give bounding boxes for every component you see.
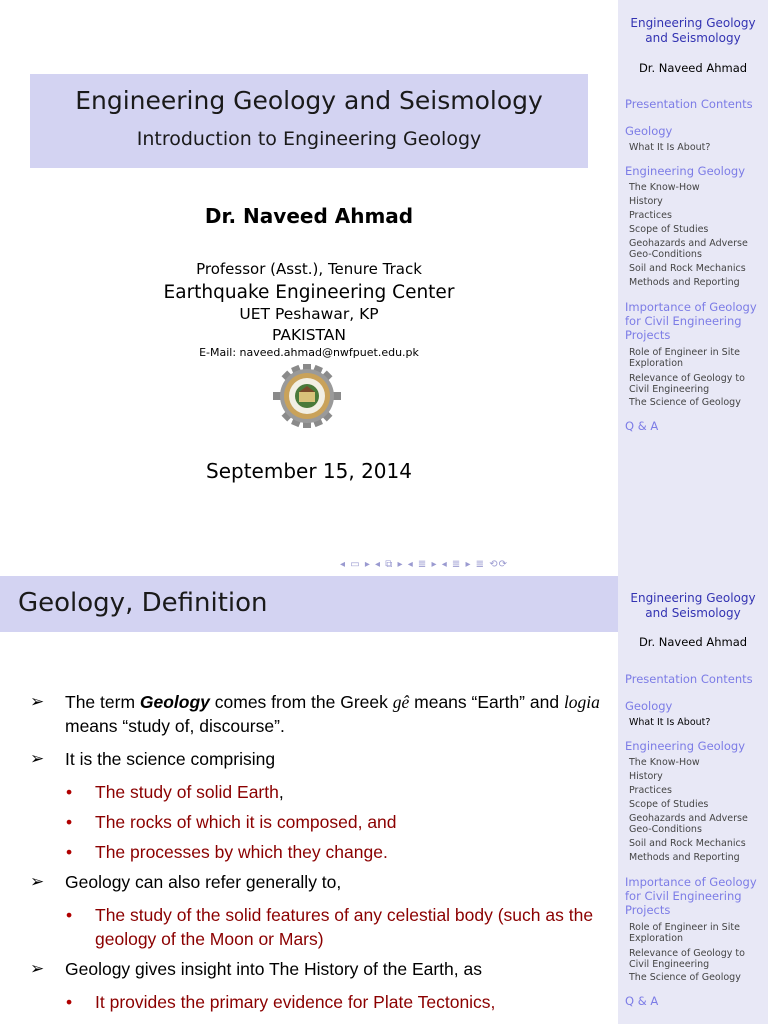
sidebar: [618, 576, 768, 1024]
author-email: E-Mail: naveed.ahmad@nwfpuet.edu.pk: [199, 346, 419, 359]
sub-bullet-item: • The study of the solid features of any celestial body (such as the geology of the Moon or Mars): [30, 903, 615, 951]
sidebar-item[interactable]: Geohazards and Adverse Geo-Conditions: [629, 813, 748, 835]
country-name: PAKISTAN: [272, 326, 346, 344]
sidebar-item[interactable]: History: [629, 196, 663, 207]
sidebar-item[interactable]: Practices: [629, 785, 672, 796]
sidebar-item[interactable]: The Science of Geology: [629, 397, 741, 408]
sidebar-item[interactable]: Relevance of Geology to Civil Engineering: [629, 373, 745, 395]
sidebar-section-engineering-geology[interactable]: Engineering Geology: [625, 739, 746, 753]
sidebar-item[interactable]: Methods and Reporting: [629, 852, 740, 863]
sidebar-item[interactable]: The Science of Geology: [629, 972, 741, 983]
sidebar-item[interactable]: The Know-How: [629, 182, 700, 193]
sub-bullet-item: • The processes by which they change.: [30, 840, 615, 864]
sidebar-author: Dr. Naveed Ahmad: [638, 635, 748, 649]
presentation-subtitle: Introduction to Engineering Geology: [136, 128, 482, 150]
sidebar-contents-link[interactable]: Presentation Contents: [625, 672, 753, 686]
sidebar-item[interactable]: Methods and Reporting: [629, 277, 740, 288]
presentation-date: September 15, 2014: [206, 459, 412, 483]
sidebar-section-importance[interactable]: Importance of Geology for Civil Engineering Projects: [625, 300, 757, 342]
sidebar-item[interactable]: Scope of Studies: [629, 224, 709, 235]
bullet-item: ➢ The term Geology comes from the Greek gê means “Earth” and logia means “study of, discourse”.: [30, 690, 615, 738]
sidebar-item[interactable]: Practices: [629, 210, 672, 221]
sidebar-section-importance[interactable]: Importance of Geology for Civil Engineering Projects: [625, 875, 757, 917]
sub-bullet-item: • The rocks of which it is composed, and: [30, 810, 615, 834]
presentation-title: Engineering Geology and Seismology: [75, 86, 543, 115]
sub-bullet-item: • The study of solid Earth,: [30, 780, 615, 804]
sidebar-item[interactable]: History: [629, 771, 663, 782]
bullet-item: ➢ It is the science comprising: [30, 747, 615, 771]
sidebar-contents-link[interactable]: Presentation Contents: [625, 97, 753, 111]
bullet-item: ➢ Geology gives insight into The History of the Earth, as: [30, 957, 615, 981]
sidebar-item[interactable]: Relevance of Geology to Civil Engineering: [629, 948, 745, 970]
institute-name: Earthquake Engineering Center: [163, 282, 455, 303]
sidebar-section-geology[interactable]: Geology: [625, 124, 673, 138]
sidebar-author: Dr. Naveed Ahmad: [638, 61, 748, 75]
sidebar-section-qa[interactable]: Q & A: [625, 994, 659, 1008]
sidebar-item[interactable]: Scope of Studies: [629, 799, 709, 810]
sidebar: [618, 0, 768, 576]
slide-title-bar: [0, 576, 618, 632]
sidebar-section-engineering-geology[interactable]: Engineering Geology: [625, 164, 746, 178]
slide-title: Geology, Definition: [18, 588, 268, 618]
term-geology: Geology: [139, 692, 210, 712]
title-box: [30, 74, 588, 168]
sidebar-item[interactable]: The Know-How: [629, 757, 700, 768]
sidebar-item[interactable]: Soil and Rock Mechanics: [629, 263, 746, 274]
sidebar-item[interactable]: Geohazards and Adverse Geo-Conditions: [629, 238, 748, 260]
university-name: UET Peshawar, KP: [239, 305, 379, 323]
university-logo-icon: [272, 364, 342, 428]
beamer-navigation-bar[interactable]: ◂ ▭ ▸ ◂ ⧉ ▸ ◂ ≣ ▸ ◂ ≣ ▸ ≣ ⟲⟳: [340, 559, 508, 570]
sidebar-section-geology[interactable]: Geology: [625, 699, 673, 713]
author-name: Dr. Naveed Ahmad: [204, 204, 414, 228]
sidebar-item[interactable]: Role of Engineer in Site Exploration: [629, 347, 740, 369]
sidebar-title[interactable]: Engineering Geology and Seismology: [630, 591, 756, 620]
sidebar-item[interactable]: Soil and Rock Mechanics: [629, 838, 746, 849]
bullet-list: [30, 690, 615, 1020]
sidebar-item[interactable]: Role of Engineer in Site Exploration: [629, 922, 740, 944]
definition-slide: [0, 576, 768, 1024]
sub-bullet-item: • It provides the primary evidence for Plate Tectonics,: [30, 990, 615, 1014]
sidebar-title[interactable]: Engineering Geology and Seismology: [630, 16, 756, 45]
sidebar-item[interactable]: What It Is About?: [629, 142, 711, 153]
sidebar-section-qa[interactable]: Q & A: [625, 419, 659, 433]
author-position: Professor (Asst.), Tenure Track: [196, 260, 422, 278]
sidebar-item-active[interactable]: What It Is About?: [629, 717, 711, 728]
bullet-item: ➢ Geology can also refer generally to,: [30, 870, 615, 894]
